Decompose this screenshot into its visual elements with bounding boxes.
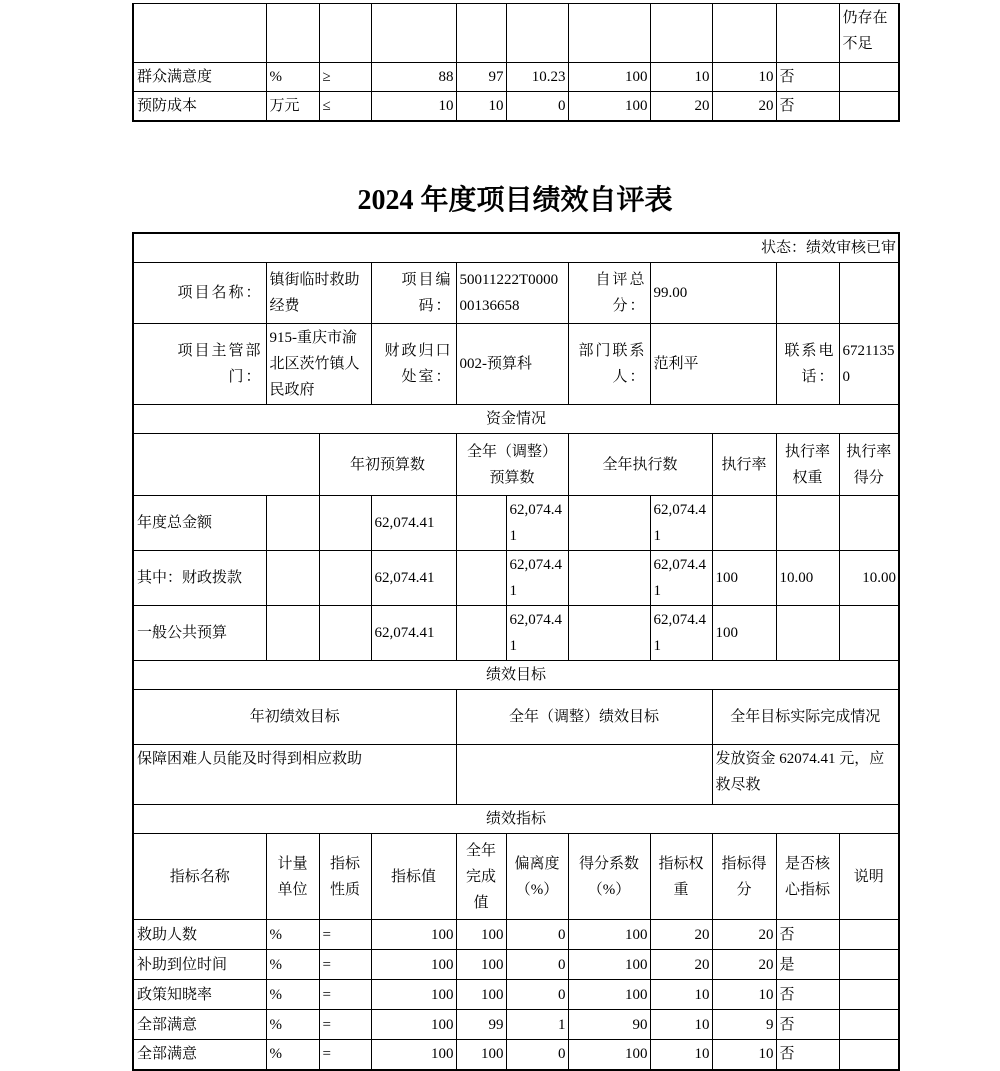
indicator-row [133,950,899,980]
funds-row [133,551,899,606]
indicator-actual: 100 [456,950,506,980]
indicator-nature: ≤ [319,92,371,122]
indicator-target: 88 [371,63,456,92]
indicator-coef: 100 [568,63,650,92]
indicator-unit: % [266,920,319,950]
funds-rate-weight-value: 10.00 [776,551,839,606]
document-page [132,3,898,1071]
indicator-nature: = [319,920,371,950]
indicator-target: 100 [371,950,456,980]
funds-initial-value: 62,074.41 [371,551,456,606]
empty-cell [506,4,568,63]
goals-header-adjusted: 全年（调整）绩效目标 [456,690,712,745]
project-name-row [133,263,899,324]
indicator-name: 预防成本 [133,92,266,122]
col-header-actual: 全年完成值 [456,834,506,920]
indicator-target: 100 [371,1010,456,1040]
indicator-note-cell: 仍存在不足 [839,4,899,63]
indicator-name: 补助到位时间 [133,950,266,980]
funds-rate-score-value [839,496,899,551]
funds-rate-weight-value [776,606,839,661]
phone-label: 联系电话： [776,324,839,405]
project-dept-row [133,324,899,405]
col-header-note: 说明 [839,834,899,920]
self-score-label: 自评总分： [568,263,650,324]
indicator-row [133,63,899,92]
indicator-row [133,92,899,122]
indicator-actual: 97 [456,63,506,92]
empty-cell [266,496,319,551]
funds-header-rate: 执行率 [712,434,776,496]
indicators-header-row [133,834,899,920]
indicator-weight: 10 [650,980,712,1010]
dept-label: 项目主管部门： [133,324,266,405]
indicator-core: 是 [776,950,839,980]
indicator-coef: 100 [568,92,650,122]
indicator-target: 10 [371,92,456,122]
indicator-nature: = [319,1010,371,1040]
indicator-core: 否 [776,920,839,950]
page-title: 2024 年度项目绩效自评表 [357,185,673,216]
empty-cell [266,4,319,63]
indicator-nature: = [319,950,371,980]
indicator-coef: 100 [568,980,650,1010]
funds-executed-value: 62,074.41 [650,606,712,661]
indicator-target: 100 [371,920,456,950]
self-score-value: 99.00 [650,263,776,324]
funds-section-title: 资金情况 [133,405,899,434]
indicator-actual: 99 [456,1010,506,1040]
indicator-deviation: 0 [506,920,568,950]
indicator-score: 10 [712,980,776,1010]
indicator-weight: 10 [650,1010,712,1040]
phone-value: 67211350 [839,324,899,405]
funds-rate-value: 100 [712,606,776,661]
indicator-row [133,1010,899,1040]
project-code-value: 50011222T000000136658 [456,263,568,324]
indicator-coef: 100 [568,950,650,980]
table-row [133,4,899,63]
funds-rate-value: 100 [712,551,776,606]
empty-cell [266,551,319,606]
previous-indicators-table [132,3,900,122]
indicator-row [133,1040,899,1070]
indicator-deviation: 0 [506,950,568,980]
empty-cell [568,496,650,551]
funds-initial-value: 62,074.41 [371,496,456,551]
empty-cell [776,263,839,324]
empty-cell [319,496,371,551]
indicator-weight: 10 [650,63,712,92]
indicator-core: 否 [776,1040,839,1070]
indicator-note [839,92,899,122]
indicator-weight: 10 [650,1040,712,1070]
indicator-deviation: 1 [506,1010,568,1040]
contact-value: 范利平 [650,324,776,405]
col-header-unit: 计量单位 [266,834,319,920]
indicator-nature: = [319,1040,371,1070]
goals-header-initial: 年初绩效目标 [133,690,456,745]
indicator-actual: 10 [456,92,506,122]
indicator-unit: 万元 [266,92,319,122]
funds-section-row [133,405,899,434]
empty-cell [456,4,506,63]
project-name-value: 镇街临时救助经费 [266,263,371,324]
col-header-target: 指标值 [371,834,456,920]
funds-header-rate-weight: 执行率权重 [776,434,839,496]
indicator-name: 救助人数 [133,920,266,950]
col-header-nature: 指标性质 [319,834,371,920]
indicator-note [839,63,899,92]
indicator-actual: 100 [456,920,506,950]
funds-adjusted-value: 62,074.41 [506,551,568,606]
funds-header-executed: 全年执行数 [568,434,712,496]
indicator-coef: 100 [568,1040,650,1070]
goal-initial-value: 保障困难人员能及时得到相应救助 [133,745,456,805]
funds-header-adjusted: 全年（调整）预算数 [456,434,568,496]
empty-cell [266,606,319,661]
empty-cell [568,606,650,661]
col-header-name: 指标名称 [133,834,266,920]
indicator-core: 否 [776,63,839,92]
contact-label: 部门联系人： [568,324,650,405]
indicator-score: 9 [712,1010,776,1040]
indicator-note [839,1010,899,1040]
goals-header-completion: 全年目标实际完成情况 [712,690,899,745]
funds-rate-value [712,496,776,551]
indicator-target: 100 [371,980,456,1010]
indicator-note [839,980,899,1010]
indicators-section-title: 绩效指标 [133,805,899,834]
indicator-unit: % [266,950,319,980]
funds-row-label: 年度总金额 [133,496,266,551]
indicator-deviation: 0 [506,1040,568,1070]
funds-rate-weight-value [776,496,839,551]
indicator-unit: % [266,980,319,1010]
empty-cell [776,4,839,63]
empty-cell [456,606,506,661]
goal-adjusted-value [456,745,712,805]
funds-row-label: 其中：财政拨款 [133,551,266,606]
indicator-score: 10 [712,1040,776,1070]
indicator-nature: = [319,980,371,1010]
funds-adjusted-value: 62,074.41 [506,496,568,551]
indicator-unit: % [266,1010,319,1040]
empty-cell [839,263,899,324]
empty-cell [456,551,506,606]
funds-header-row [133,434,899,496]
goals-content-row [133,745,899,805]
goals-header-row [133,690,899,745]
indicator-actual: 100 [456,1040,506,1070]
indicator-actual: 100 [456,980,506,1010]
empty-cell [650,4,712,63]
col-header-deviation: 偏离度（%） [506,834,568,920]
empty-cell [568,4,650,63]
indicator-deviation: 10.23 [506,63,568,92]
indicator-core: 否 [776,92,839,122]
col-header-score: 指标得分 [712,834,776,920]
indicator-score: 20 [712,920,776,950]
funds-rate-score-value [839,606,899,661]
indicator-score: 20 [712,92,776,122]
empty-cell [712,4,776,63]
indicator-row [133,920,899,950]
indicator-score: 10 [712,63,776,92]
status-row [133,233,899,263]
goals-section-title: 绩效目标 [133,661,899,690]
indicator-weight: 20 [650,920,712,950]
indicator-coef: 100 [568,920,650,950]
funds-executed-value: 62,074.41 [650,496,712,551]
empty-cell [319,606,371,661]
project-code-label: 项目编码： [371,263,456,324]
self-evaluation-table [132,232,900,1071]
funds-header-initial: 年初预算数 [319,434,456,496]
indicator-nature: ≥ [319,63,371,92]
empty-cell [319,551,371,606]
indicator-name: 政策知晓率 [133,980,266,1010]
empty-cell [319,4,371,63]
funds-row [133,606,899,661]
indicator-weight: 20 [650,92,712,122]
col-header-core: 是否核心指标 [776,834,839,920]
funds-row-label: 一般公共预算 [133,606,266,661]
indicator-note [839,950,899,980]
funds-header-rate-score: 执行率得分 [839,434,899,496]
funds-row [133,496,899,551]
dept-value: 915-重庆市渝北区茨竹镇人民政府 [266,324,371,405]
funds-adjusted-value: 62,074.41 [506,606,568,661]
empty-cell [568,551,650,606]
indicator-coef: 90 [568,1010,650,1040]
indicator-note [839,920,899,950]
indicator-target: 100 [371,1040,456,1070]
indicator-weight: 20 [650,950,712,980]
indicator-deviation: 0 [506,980,568,1010]
indicator-name: 全部满意 [133,1010,266,1040]
empty-cell [371,4,456,63]
indicator-row [133,980,899,1010]
funds-executed-value: 62,074.41 [650,551,712,606]
indicator-unit: % [266,63,319,92]
funds-initial-value: 62,074.41 [371,606,456,661]
indicator-name: 全部满意 [133,1040,266,1070]
status-text: 状态：绩效审核已审 [133,233,899,263]
empty-cell [456,496,506,551]
indicator-name: 群众满意度 [133,63,266,92]
col-header-weight: 指标权重 [650,834,712,920]
indicator-core: 否 [776,1010,839,1040]
empty-cell [133,434,319,496]
empty-cell [133,4,266,63]
fiscal-office-value: 002-预算科 [456,324,568,405]
project-name-label: 项目名称： [133,263,266,324]
fiscal-office-label: 财政归口处室： [371,324,456,405]
indicator-note [839,1040,899,1070]
indicator-unit: % [266,1040,319,1070]
col-header-coef: 得分系数（%） [568,834,650,920]
indicator-score: 20 [712,950,776,980]
funds-rate-score-value: 10.00 [839,551,899,606]
indicators-section-row [133,805,899,834]
goals-section-row [133,661,899,690]
goal-completion-value: 发放资金 62074.41 元，应救尽救 [712,745,899,805]
indicator-core: 否 [776,980,839,1010]
indicator-deviation: 0 [506,92,568,122]
